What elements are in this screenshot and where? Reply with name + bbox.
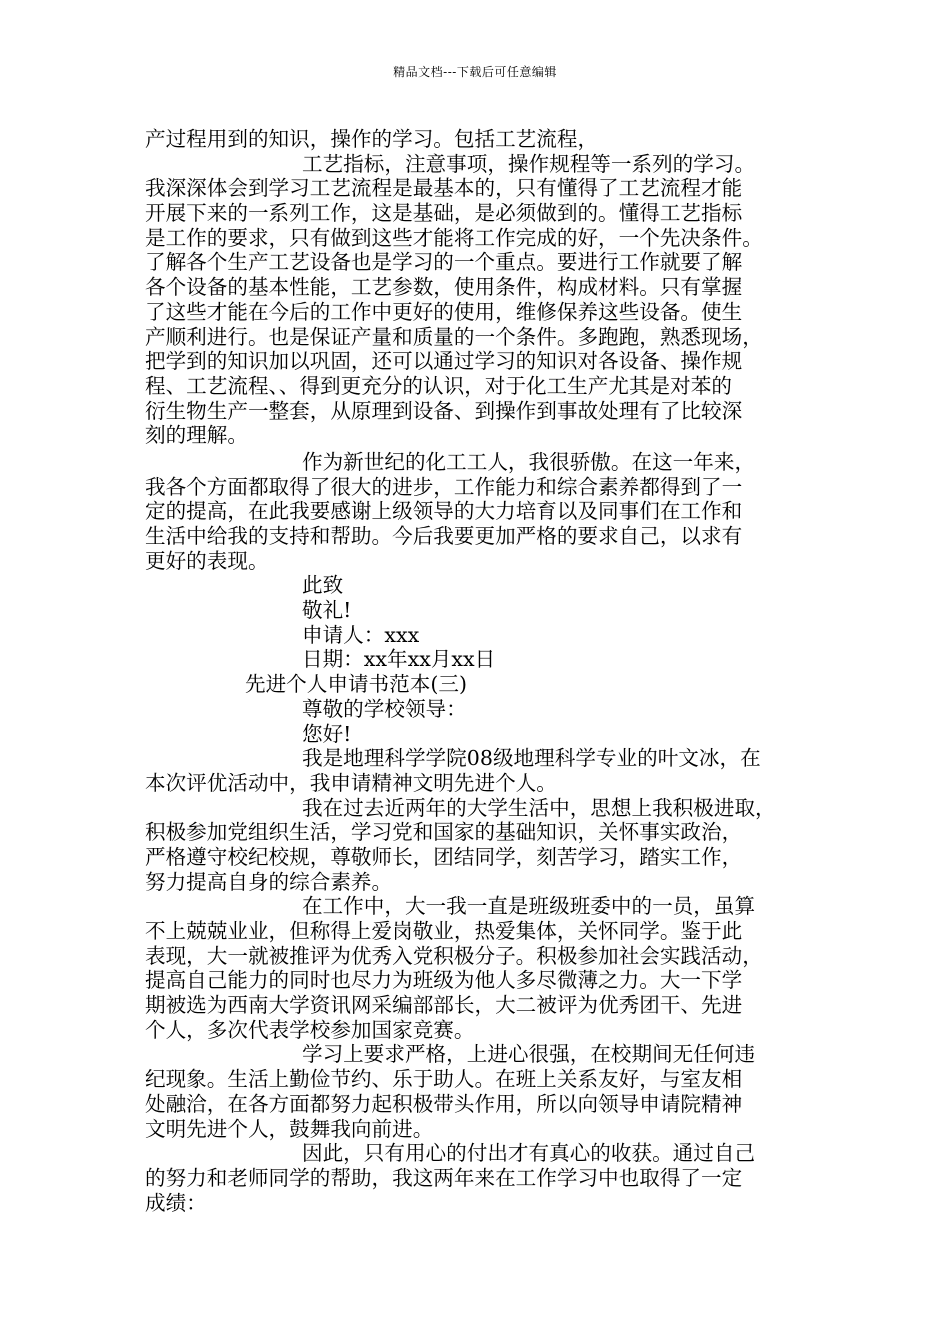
text-line: 把学到的知识加以巩固，还可以通过学习的知识对各设备、操作规 xyxy=(145,349,743,374)
text-line: 表现，大一就被推评为优秀入党积极分子。积极参加社会实践活动， xyxy=(145,943,763,968)
text-line: 各个设备的基本性能，工艺参数，使用条件，构成材料。只有掌握 xyxy=(145,275,743,300)
text-line: 处融洽，在各方面都努力起积极带头作用，所以向领导申请院精神 xyxy=(145,1091,743,1116)
text-line: 工艺指标，注意事项，操作规程等一系列的学习。 xyxy=(302,151,756,176)
text-line: 积极参加党组织生活，学习党和国家的基础知识，关怀事实政治， xyxy=(145,820,743,845)
text-line: 产过程用到的知识，操作的学习。包括工艺流程， xyxy=(145,127,599,151)
text-line: 了解各个生产工艺设备也是学习的一个重点。要进行工作就要了解 xyxy=(145,250,743,275)
greeting-line: 您好! xyxy=(302,721,352,746)
text-line: 更好的表现。 xyxy=(145,548,269,573)
closing-line: 敬礼! xyxy=(302,598,352,623)
document-body xyxy=(145,127,810,1215)
text-line: 作为新世纪的化工工人，我很骄傲。在这一年来， xyxy=(302,449,756,474)
text-line: 生活中给我的支持和帮助。今后我要更加严格的要求自己，以求有 xyxy=(145,524,743,548)
text-line: 我各个方面都取得了很大的进步，工作能力和综合素养都得到了一 xyxy=(145,474,743,499)
text-line: 我是地理科学学院08级地理科学专业的叶文冰，在 xyxy=(302,746,761,771)
text-line: 的努力和老师同学的帮助，我这两年来在工作学习中也取得了一定 xyxy=(145,1165,743,1190)
text-line: 在工作中，大一我一直是班级班委中的一员，虽算 xyxy=(302,894,756,919)
closing-line: 此致 xyxy=(302,573,344,598)
text-line: 提高自己能力的同时也尽力为班级为他人多尽微薄之力。大一下学 xyxy=(145,968,743,993)
text-line: 成绩： xyxy=(145,1190,207,1215)
text-line: 衍生物生产一整套，从原理到设备、到操作到事故处理有了比较深 xyxy=(145,398,743,423)
text-line: 开展下来的一系列工作，这是基础，是必须做到的。懂得工艺指标 xyxy=(145,201,743,226)
text-line: 因此，只有用心的付出才有真心的收获。通过自己 xyxy=(302,1141,756,1166)
text-line: 我深深体会到学习工艺流程是最基本的，只有懂得了工艺流程才能 xyxy=(145,176,743,201)
section-title: 先进个人申请书范本(三) xyxy=(245,672,468,697)
text-line: 期被选为西南大学资讯网采编部部长，大二被评为优秀团干、先进 xyxy=(145,993,743,1018)
text-line: 定的提高，在此我要感谢上级领导的大力培育以及同事们在工作和 xyxy=(145,499,743,524)
text-line: 是工作的要求，只有做到这些才能将工作完成的好，一个先决条件。 xyxy=(145,225,763,250)
text-line: 纪现象。生活上勤俭节约、乐于助人。在班上关系友好，与室友相 xyxy=(145,1067,743,1092)
text-line: 本次评优活动中，我申请精神文明先进个人。 xyxy=(145,770,557,795)
text-line: 程、工艺流程、、得到更充分的认识，对于化工生产尤其是对苯的 xyxy=(145,373,732,398)
date-line: 日期：xx年xx月xx日 xyxy=(302,647,496,672)
text-line: 学习上要求严格，上进心很强，在校期间无任何违 xyxy=(302,1042,756,1067)
text-line: 刻的理解。 xyxy=(145,423,248,448)
text-line: 了这些才能在今后的工作中更好的使用，维修保养这些设备。使生 xyxy=(145,299,743,324)
text-line: 我在过去近两年的大学生活中，思想上我积极进取， xyxy=(302,795,776,820)
page-header: 精品文档---下载后可任意编辑 xyxy=(393,65,557,79)
text-line: 文明先进个人，鼓舞我向前进。 xyxy=(145,1116,434,1141)
text-line: 产顺利进行。也是保证产量和质量的一个条件。多跑跑，熟悉现场， xyxy=(145,324,763,349)
applicant-line: 申请人：xxx xyxy=(302,622,420,647)
salutation-line: 尊敬的学校领导： xyxy=(302,696,467,721)
text-line: 努力提高自身的综合素养。 xyxy=(145,869,393,894)
text-line: 不上兢兢业业，但称得上爱岗敬业，热爱集体，关怀同学。鉴于此 xyxy=(145,919,743,943)
text-line: 个人，多次代表学校参加国家竞赛。 xyxy=(145,1017,475,1042)
text-line: 严格遵守校纪校规，尊敬师长，团结同学，刻苦学习，踏实工作， xyxy=(145,844,743,869)
